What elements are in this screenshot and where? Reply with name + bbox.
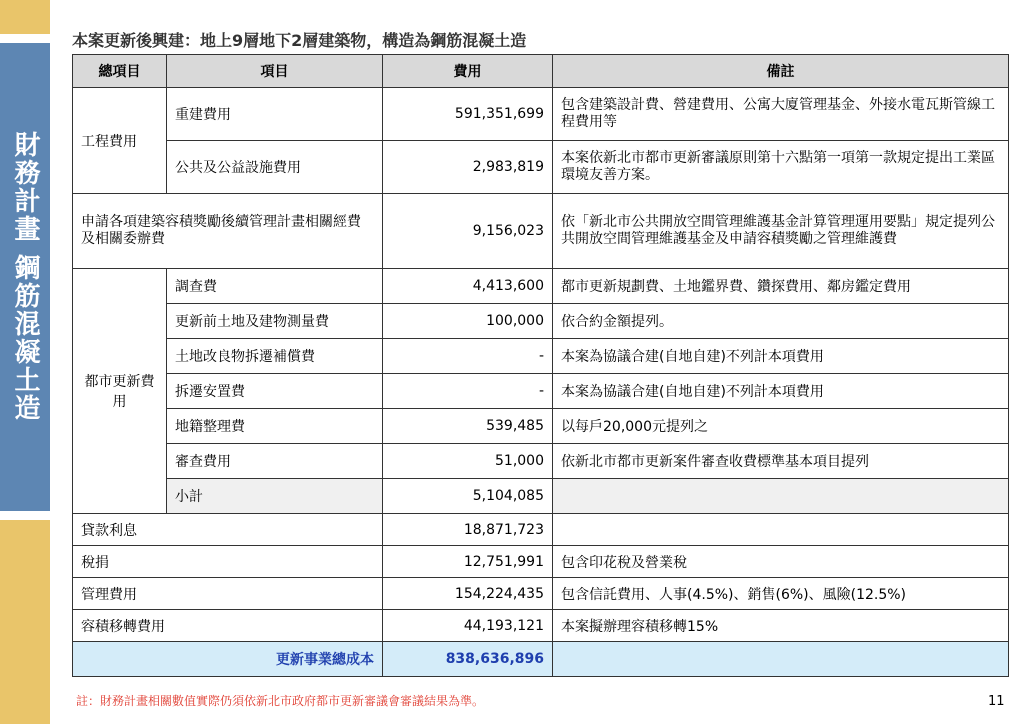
item-cell: 審查費用 [167, 444, 383, 479]
note-cell: 包含建築設計費、營建費用、公寓大廈管理基金、外接水電瓦斯管線工程費用等 [553, 88, 1009, 141]
table-row [73, 409, 1009, 444]
total-label: 更新事業總成本 [73, 642, 383, 677]
sidebar-title-bar [0, 43, 50, 511]
subtotal-row [73, 479, 1009, 514]
item-cell: 更新前土地及建物測量費 [167, 304, 383, 339]
item-cell: 管理費用 [73, 578, 383, 610]
table-row [73, 304, 1009, 339]
note-cell: 本案為協議合建(自地自建)不列計本項費用 [553, 374, 1009, 409]
note-cell: 包含印花稅及營業稅 [553, 546, 1009, 578]
sidebar-title: 財務計畫 鋼筋混凝土造 [10, 131, 40, 423]
cost-cell: 44,193,121 [383, 610, 553, 642]
cost-cell: 100,000 [383, 304, 553, 339]
page-heading: 本案更新後興建：地上9層地下2層建築物，構造為鋼筋混凝土造 [72, 31, 527, 50]
item-cell: 地籍整理費 [167, 409, 383, 444]
cost-cell: - [383, 339, 553, 374]
cost-cell: 4,413,600 [383, 269, 553, 304]
item-cell: 申請各項建築容積獎勵後續管理計畫相關經費及相關委辦費 [73, 194, 383, 269]
note-cell: 本案為協議合建(自地自建)不列計本項費用 [553, 339, 1009, 374]
table-row [73, 374, 1009, 409]
cost-cell: - [383, 374, 553, 409]
cost-cell: 2,983,819 [383, 141, 553, 194]
table-row [73, 444, 1009, 479]
cost-cell: 539,485 [383, 409, 553, 444]
header-row [73, 55, 1009, 88]
item-cell: 土地改良物拆遷補償費 [167, 339, 383, 374]
header-note: 備註 [553, 55, 1009, 88]
header-item: 項目 [167, 55, 383, 88]
table-row [73, 339, 1009, 374]
table-row [73, 194, 1009, 269]
item-cell: 容積移轉費用 [73, 610, 383, 642]
table-row [73, 269, 1009, 304]
note-cell: 以每戶20,000元提列之 [553, 409, 1009, 444]
group-urban: 都市更新費用 [73, 269, 167, 514]
cost-cell: 5,104,085 [383, 479, 553, 514]
note-cell: 本案依新北市都市更新審議原則第十六點第一項第一款規定提出工業區環境友善方案。 [553, 141, 1009, 194]
cost-table [72, 54, 1009, 677]
table-row [73, 546, 1009, 578]
header-cost: 費用 [383, 55, 553, 88]
table-row [73, 610, 1009, 642]
note-cell [553, 514, 1009, 546]
total-note [553, 642, 1009, 677]
note-cell: 包含信託費用、人事(4.5%)、銷售(6%)、風險(12.5%) [553, 578, 1009, 610]
item-cell: 調查費 [167, 269, 383, 304]
header-category: 總項目 [73, 55, 167, 88]
note-cell: 本案擬辦理容積移轉15% [553, 610, 1009, 642]
cost-cell: 154,224,435 [383, 578, 553, 610]
top-accent-bar [0, 0, 50, 34]
cost-cell: 9,156,023 [383, 194, 553, 269]
table-row [73, 514, 1009, 546]
bottom-accent-bar [0, 520, 50, 724]
table-row [73, 578, 1009, 610]
note-cell: 依合約金額提列。 [553, 304, 1009, 339]
item-cell: 小計 [167, 479, 383, 514]
note-cell: 都市更新規劃費、土地鑑界費、鑽探費用、鄰房鑑定費用 [553, 269, 1009, 304]
item-cell: 貸款利息 [73, 514, 383, 546]
note-cell: 依新北市都市更新案件審查收費標準基本項目提列 [553, 444, 1009, 479]
cost-cell: 591,351,699 [383, 88, 553, 141]
item-cell: 重建費用 [167, 88, 383, 141]
cost-cell: 18,871,723 [383, 514, 553, 546]
note-cell: 依「新北市公共開放空間管理維護基金計算管理運用要點」規定提列公共開放空間管理維護基金及申請容積獎勵之管理維護費 [553, 194, 1009, 269]
table-row [73, 88, 1009, 141]
item-cell: 公共及公益設施費用 [167, 141, 383, 194]
footnote: 註：財務計畫相關數值實際仍須依新北市政府都市更新審議會審議結果為準。 [76, 694, 485, 708]
item-cell: 稅捐 [73, 546, 383, 578]
total-cost: 838,636,896 [383, 642, 553, 677]
page-number: 11 [988, 694, 1005, 709]
total-row [73, 642, 1009, 677]
table-row [73, 141, 1009, 194]
cost-cell: 51,000 [383, 444, 553, 479]
note-cell [553, 479, 1009, 514]
group-engineering: 工程費用 [73, 88, 167, 194]
cost-cell: 12,751,991 [383, 546, 553, 578]
item-cell: 拆遷安置費 [167, 374, 383, 409]
